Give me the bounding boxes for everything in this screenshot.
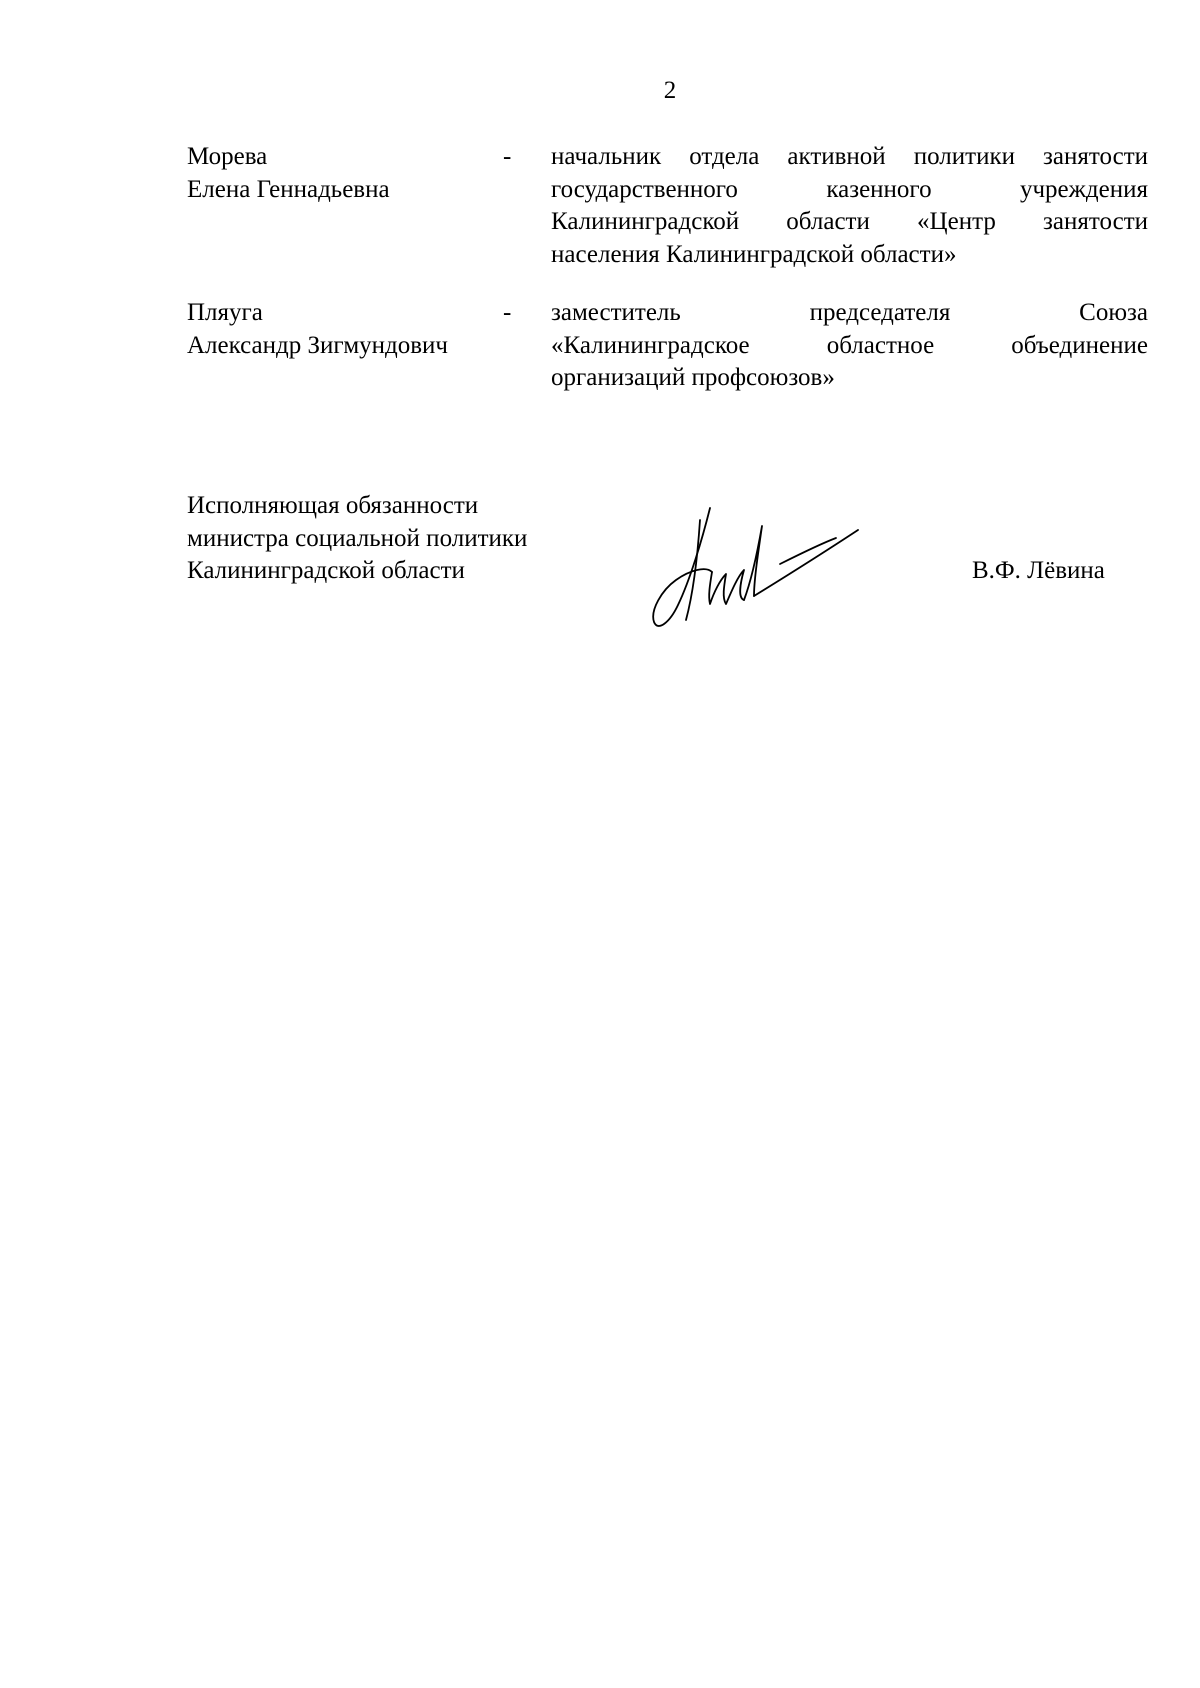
signatory-position-line: Калининградской области [187,557,465,584]
separator-dash: - [503,299,512,326]
member-name [187,297,507,362]
member-given-names: Елена Геннадьевна [187,175,390,203]
page-number: 2 [663,77,677,104]
role-line: организаций профсоюзов» [551,364,835,391]
member-surname: Морева [187,143,268,170]
member-given-names: Александр Зигмундович [187,331,448,359]
separator-dash: - [503,143,512,170]
role-line: государственного казенного учреждения [551,175,1148,203]
member-role [551,297,1148,395]
role-line: «Калининградское областное объединение [551,331,1148,359]
role-line: населения Калининградской области» [551,240,957,268]
role-line: заместитель председателя Союза [551,299,1148,326]
member-role [551,141,1148,271]
member-name [187,141,507,206]
signatory-position-line: Исполняющая обязанности [187,492,479,519]
member-surname: Пляуга [187,299,263,326]
handwritten-signature [640,500,860,640]
signer-name: В.Ф. Лёвина [972,557,1105,584]
signatory-position [187,490,527,588]
role-line: начальник отдела активной политики занятости [551,143,1148,170]
signatory-position-line: министра социальной политики [187,524,528,552]
role-line: Калининградской области «Центр занятости [551,208,1148,235]
